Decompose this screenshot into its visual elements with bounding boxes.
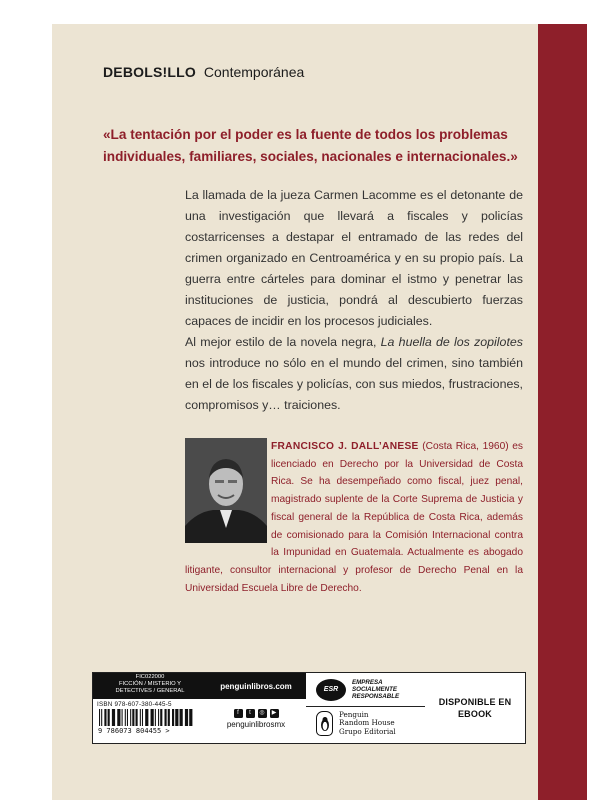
website-url: penguinlibros.com bbox=[206, 673, 306, 699]
facebook-icon: f bbox=[234, 709, 243, 718]
category-box bbox=[93, 673, 207, 699]
penguin-icon bbox=[316, 711, 333, 736]
book-title: La huella de los zopilotes bbox=[380, 335, 523, 349]
ebook-panel bbox=[425, 672, 526, 744]
spine-band bbox=[538, 24, 587, 800]
ebook-line-2: EBOOK bbox=[457, 709, 492, 719]
esr-line-3: RESPONSABLE bbox=[352, 693, 400, 701]
barcode-graphic bbox=[97, 709, 203, 734]
esr-panel bbox=[306, 672, 426, 744]
imprint-header bbox=[103, 64, 304, 80]
category-code: FIC022000 bbox=[135, 674, 165, 680]
collection-name: Contemporánea bbox=[203, 64, 305, 80]
barcode-digits: 9 786073 804455 > bbox=[98, 727, 170, 734]
publisher-line-3: Grupo Editorial bbox=[339, 726, 396, 736]
synopsis bbox=[185, 185, 523, 416]
quote-line-1: «La tentación por el poder es la fuente de todos los problemas bbox=[103, 127, 508, 142]
youtube-icon: ▶ bbox=[270, 709, 279, 718]
category-line-1: FICCIÓN / MISTERIO Y bbox=[118, 681, 182, 687]
isbn-text: ISBN 978-607-380-445-5 bbox=[97, 701, 172, 708]
pull-quote bbox=[103, 124, 523, 168]
esr-text bbox=[352, 679, 399, 701]
esr-line-2: SOCIALMENTE bbox=[352, 685, 398, 693]
social-icons bbox=[206, 709, 306, 718]
barcode-icon bbox=[97, 709, 203, 734]
synopsis-text-a: Al mejor estilo de la novela negra, bbox=[185, 335, 381, 349]
author-bio-body: (Costa Rica, 1960) es licenciado en Derecho por la Universidad de Costa Rica. Se ha desempeñado como fiscal, juez penal, magistrado suplente de la Corte Suprema de Justicia y fiscal general de la República de Costa Rica, además de comisionado para la Comisión Internacional contra la Impunidad en Guatemala. Actualmente es abogado litigante, consultor internacional y profesor de Derecho Penal en la Universidad Escuela Libre de Derecho. bbox=[185, 441, 523, 594]
social-handle: penguinlibrosmx bbox=[226, 720, 286, 729]
ebook-line-1: DISPONIBLE EN bbox=[438, 697, 512, 707]
quote-line-2: individuales, familiares, sociales, nacionales e internacionales.» bbox=[103, 149, 518, 164]
publisher-name bbox=[339, 711, 396, 736]
esr-line-1: EMPRESA bbox=[352, 678, 383, 686]
author-bio bbox=[185, 438, 523, 597]
synopsis-paragraph-2 bbox=[185, 332, 523, 416]
synopsis-paragraph-1: La llamada de la jueza Carmen Lacomme es el detonante de una investigación que llevará a fiscales y policías costarricenses a destapar el entramado de las redes del crimen organizado en Centroamérica y en su propio país. La guerra entre cárteles para dominar el istmo y penetrar las instituciones de justicia, pondrá al descubierto fuerzas capaces de incidir en los procesos judiciales. bbox=[185, 188, 523, 328]
synopsis-text-b: nos introduce no sólo en el mundo del crimen, sino también en el de los fiscales y policías, con sus miedos, frustraciones, compromisos y… traiciones. bbox=[185, 356, 523, 412]
twitter-icon: t bbox=[246, 709, 255, 718]
esr-logo-icon: ESR bbox=[316, 679, 346, 701]
website-panel bbox=[206, 672, 307, 744]
publisher-line-1: Penguin bbox=[339, 710, 369, 720]
esr-badge bbox=[306, 673, 425, 707]
publisher-line-2: Random House bbox=[339, 718, 395, 728]
barcode-panel bbox=[92, 672, 208, 744]
author-name: FRANCISCO J. DALL’ANESE bbox=[271, 441, 419, 452]
instagram-icon: ◎ bbox=[259, 710, 265, 716]
category-line-2: DETECTIVES / GENERAL bbox=[115, 688, 185, 694]
brand-name: DEBOLS!LLO bbox=[103, 64, 196, 80]
publisher-logo bbox=[306, 707, 425, 736]
